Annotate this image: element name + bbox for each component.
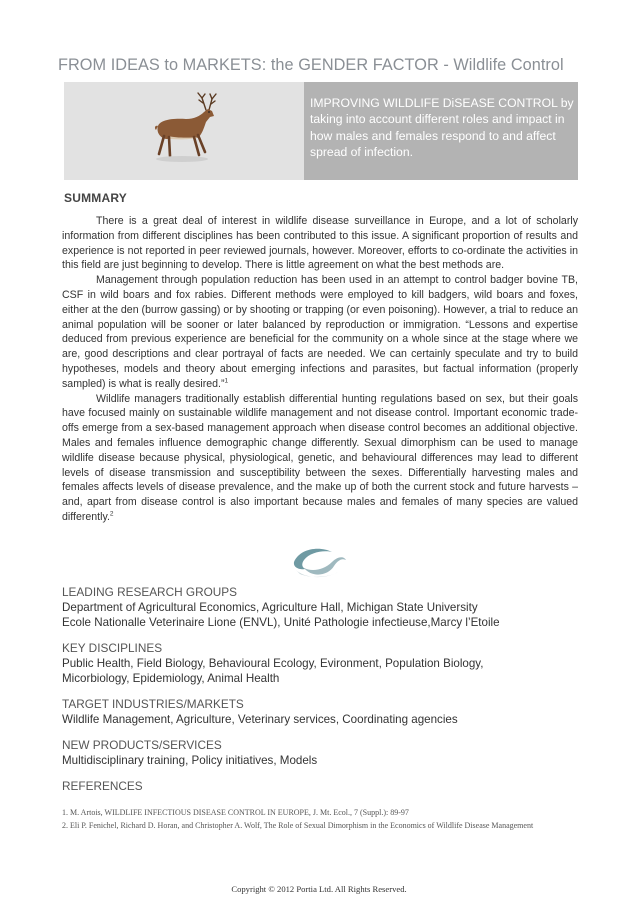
section-key-disciplines bbox=[62, 641, 582, 686]
section-heading: REFERENCES bbox=[62, 779, 143, 793]
summary-paragraph-text: Management through population reduction has been used in an attempt to control badger bovine TB, CSF in wild boars and fox rabies. Different methods were employed to kill badgers, wild boars and foxes, either at the den (burrow gassing) or by shooting or trapping (or even poisoning). However, a trial to reduce an animal population will be sooner or later balanced by reproduction or immigration. “Lessons and expertise deduced from previous experience are beneficial for the community on a whole since at the stage where we are, good descriptions and clear portrayal of facts are needed. We can certainly speculate and try to build hypotheses, models and theory about emerging infections and parasites, but factual information (properly sampled) is what is really desired.” bbox=[62, 274, 578, 390]
summary-paragraph-text: There is a great deal of interest in wildlife disease surveillance in Europe, and a lot of scholarly information from different disciplines has been contributed to this issue. A significant proportion of results and experience is not reported in peer reviewed journals, however. Moreover, efforts to co-ordinate the activities in this field are just beginning to develop. There is little agreement on what the best methods are. bbox=[62, 215, 578, 272]
summary-heading: SUMMARY bbox=[64, 191, 127, 205]
swirl-logo-icon bbox=[290, 546, 348, 585]
footnote-marker: 1 bbox=[224, 377, 229, 385]
section-heading: TARGET INDUSTRIES/MARKETS bbox=[62, 697, 244, 711]
page-title: FROM IDEAS to MARKETS: the GENDER FACTOR - Wildlife Control bbox=[58, 56, 564, 74]
copyright-footer: Copyright © 2012 Portia Ltd. All Rights Reserved. bbox=[231, 884, 407, 894]
reference-item: 1. M. Artois, WILDLIFE INFECTIOUS DISEASE CONTROL IN EUROPE, J. Mt. Ecol., 7 (Suppl.): 89-97 bbox=[62, 808, 409, 817]
section-line: Wildlife Management, Agriculture, Veterinary services, Coordinating agencies bbox=[62, 713, 458, 726]
reference-item: 2. Eli P. Fenichel, Richard D. Horan, and Christopher A. Wolf, The Role of Sexual Dimorphism in the Economics of Wildlife Disease Management bbox=[62, 820, 534, 830]
header-banner bbox=[64, 82, 578, 180]
section-line: Public Health, Field Biology, Behavioural Ecology, Evironment, Population Biology, bbox=[62, 657, 484, 670]
references-list bbox=[62, 807, 582, 832]
summary-paragraph bbox=[62, 214, 578, 273]
section-research-groups bbox=[62, 585, 582, 630]
section-line: Department of Agricultural Economics, Agriculture Hall, Michigan State University bbox=[62, 601, 478, 614]
summary-paragraph-text: Wildlife managers traditionally establish differential hunting regulations based on sex, but their goals have focused mainly on sustainable wildlife management and not disease control. Important economic trade-offs emerge from a sex-based management approach when disease control becomes an additional objective. Males and females influence demographic change differently. Sexual dimorphism can be used to manage wildlife disease because physical, physiological, genetic, and behavioural differences may lead to different levels of disease transmission and susceptibility between the sexes. Differentially harvesting males and females affects levels of disease prevalence, and the make up of both the current stock and future harvests – and, apart from disease control is also important because males and females of many species are valued differently. bbox=[62, 392, 578, 523]
section-line: Micorbiology, Epidemiology, Animal Health bbox=[62, 672, 280, 685]
section-heading: KEY DISCIPLINES bbox=[62, 641, 163, 655]
section-heading: NEW PRODUCTS/SERVICES bbox=[62, 738, 222, 752]
summary-body bbox=[62, 214, 578, 525]
section-line: Multidisciplinary training, Policy initiatives, Models bbox=[62, 754, 318, 767]
info-sections bbox=[62, 585, 582, 805]
summary-paragraph bbox=[62, 392, 578, 525]
section-line: Ecole Nationalle Veterinaire Lione (ENVL), Unité Pathologie infectieuse,Marcy l’Etoile bbox=[62, 616, 500, 629]
section-target-markets bbox=[62, 697, 582, 727]
deer-illustration bbox=[142, 92, 228, 177]
section-references bbox=[62, 779, 582, 794]
banner-text: IMPROVING WILDLIFE DiSEASE CONTROL by taking into account different roles and impact in how males and females respond to and affect spread of infection. bbox=[310, 96, 574, 159]
summary-paragraph bbox=[62, 273, 578, 391]
section-new-products bbox=[62, 738, 582, 768]
footnote-marker: 2 bbox=[109, 510, 114, 518]
section-heading: LEADING RESEARCH GROUPS bbox=[62, 585, 238, 599]
